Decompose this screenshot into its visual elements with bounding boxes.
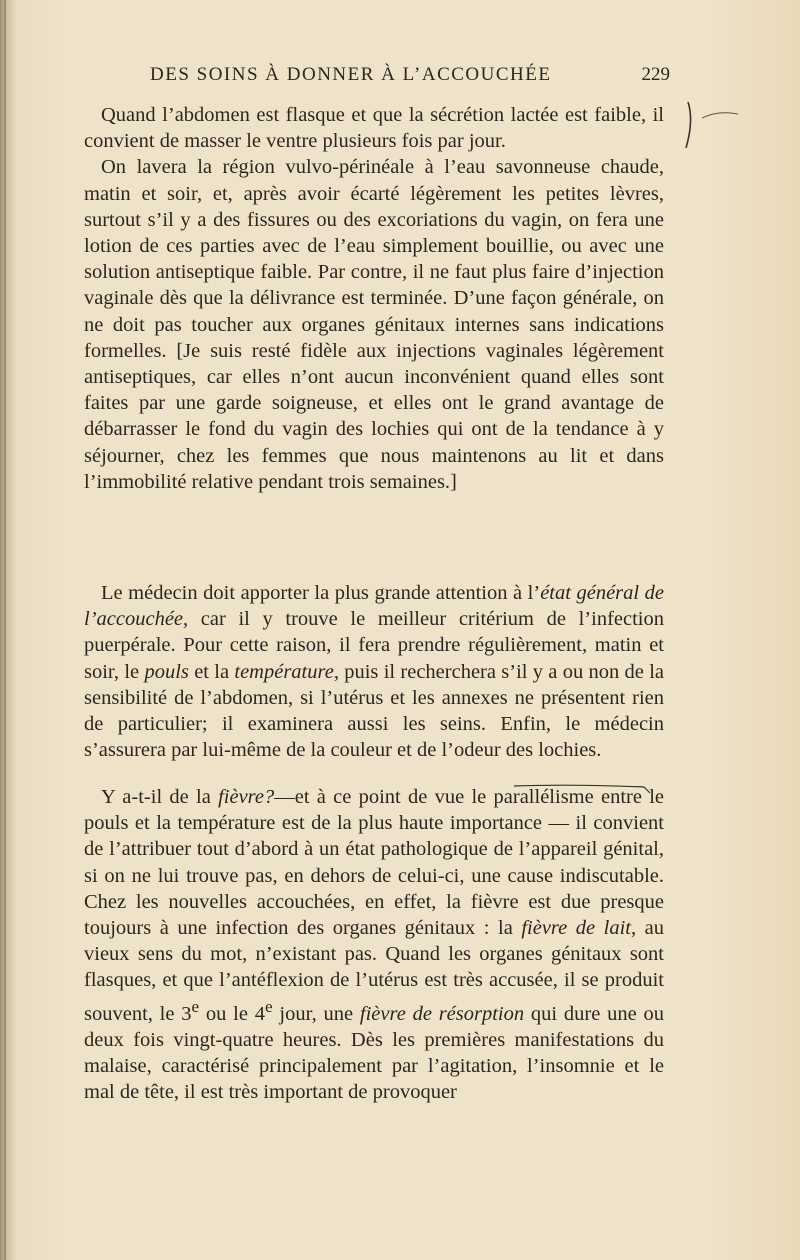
text-run: , au vieux sens du mot, n’existant pas. Quand les organes génitaux sont flasques, et que l’antéflexion de l’utérus est très accusée, il se produit souvent, le 3	[84, 917, 664, 1025]
italic-term: pouls	[144, 660, 189, 683]
handwritten-margin-bracket	[684, 96, 744, 156]
paragraph: Quand l’abdomen est flasque et que la sécrétion lactée est faible, il convient de masser le ventre plusieurs fois par jour.	[84, 104, 664, 153]
running-title: DES SOINS À DONNER À L’ACCOUCHÉE	[150, 64, 552, 85]
page-number: 229	[641, 64, 670, 85]
paragraph-fever	[84, 784, 664, 1105]
text-run: —et à ce point de vue le parallélisme entre le pouls et la température est de la plus haute importance — il convient de l’attribuer tout d’abord à un état pathologique de l’appareil génital, si on ne lui trouve pas, en dehors de celui-ci, une cause indiscutable. Chez les nouvelles accouchées, en effet, la fièvre est due presque toujours à une infection des organes génitaux : la	[84, 786, 664, 940]
italic-term: température	[234, 660, 334, 683]
paragraph: On lavera la région vulvo-périnéale à l’eau savonneuse chaude, matin et soir, et, après avoir écarté légèrement les petites lèvres, surtout s’il y a des fissures ou des excoriations du vagin, on fera une lotion de ces parties avec de l’eau simplement bouillie, ou avec une solution antiseptique faible. Par contre, il ne faut plus faire d’injection vaginale dès que la délivrance est terminée. D’une façon générale, on ne doit pas toucher aux organes génitaux internes sans indications formelles. [Je suis resté fidèle aux injections vaginales légèrement antiseptiques, car elles n’ont aucun inconvénient quand elles sont faites par une garde soigneuse, et elles ont le grand avantage de débarrasser le fond du vagin des lochies qui ont de la tendance à y séjourner, chez les femmes que nous maintenons au lit et dans l’immobilité relative pendant trois semaines.]	[84, 156, 664, 493]
paragraph-state-general	[84, 580, 664, 763]
text-run: Le médecin doit apporter la plus grande attention à l’	[101, 582, 541, 604]
text-run: ou le 4	[199, 1002, 266, 1025]
italic-term: fièvre de résorption	[359, 1002, 525, 1025]
italic-term: fièvre de lait	[521, 917, 631, 940]
paragraph	[84, 784, 664, 1105]
text-run: , car il y trouve le meilleur critérium de l’infection puerpérale. Pour cette raison, il fera prendre régulièrement, matin et soir, le	[84, 608, 664, 683]
running-header	[150, 64, 670, 92]
italic-term: état général de l’accouchée	[84, 582, 664, 631]
text-run: jour, une	[272, 1002, 360, 1025]
text-run: Y a-t-il de la	[101, 786, 219, 808]
superscript: e	[191, 996, 200, 1016]
paragraph	[84, 580, 664, 763]
superscript: e	[265, 996, 273, 1016]
binding-edge	[4, 0, 6, 1260]
text-run: et la	[188, 660, 235, 683]
italic-term: fièvre?	[218, 786, 275, 808]
text-run: qui dure une ou deux fois vingt-quatre heures. Dès les premières manifestations du malaise, caractérisé principalement par l’agitation, l’insomnie et le mal de tête, il est très important de provoquer	[84, 1002, 664, 1104]
text-run: , puis il recherchera s’il y a ou non de la sensibilité de l’abdomen, si l’utérus et les annexes ne présentent rien de particulier; il examinera aussi les seins. Enfin, le médecin s’assurera par lui-même de la couleur et de l’odeur des lochies.	[84, 660, 664, 762]
paragraph-group-1	[84, 102, 664, 495]
